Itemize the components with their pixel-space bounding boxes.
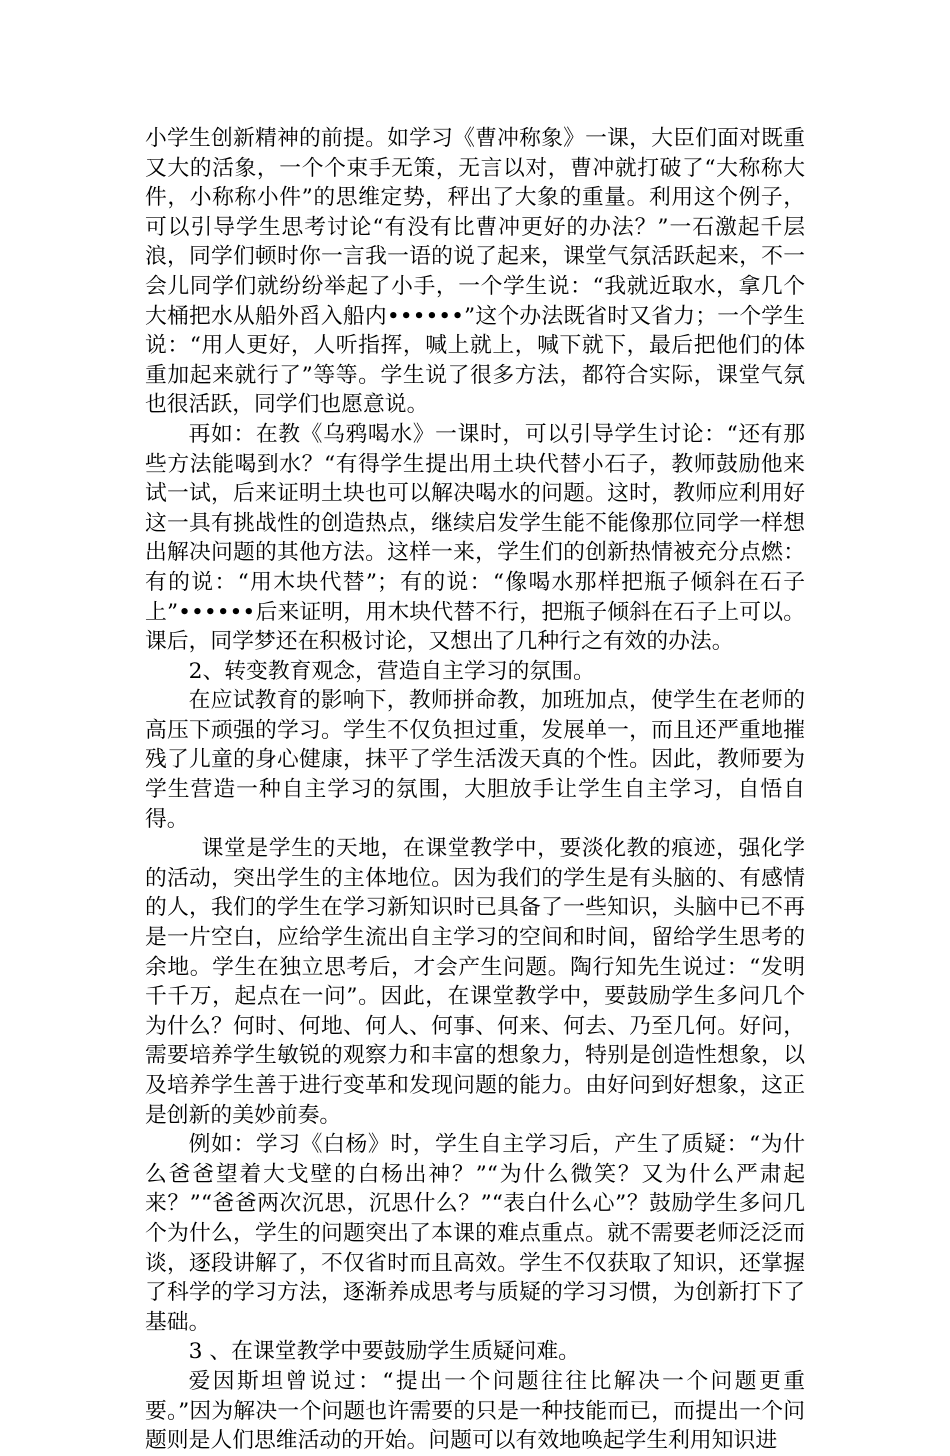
section-heading-3: 3 、在课堂教学中要鼓励学生质疑问难。 [188, 1339, 580, 1365]
paragraph-einstein-quote: 爱因斯坦曾说过：“提出一个问题往往比解决一个问题更重要。”因为解决一个问题也许需要的只是一种技能而已，而提出一个问题则是人们思维活动的开始。问题可以有效地唤起学生利用知识进 [145, 1368, 805, 1454]
section-heading-2: 2、转变教育观念，营造自主学习的氛围。 [188, 658, 595, 684]
paragraph-cao-chong: 小学生创新精神的前提。如学习《曹冲称象》一课，大臣们面对既重又大的活象，一个个束手无策，无言以对，曹冲就打破了“大称称大件，小称称小件”的思维定势，秤出了大象的重量。利用这个例子，可以引导学生思考讨论“有没有比曹冲更好的办法？”一石激起千层浪，同学们顿时你一言我一语的说了起来，课堂气氛活跃起来，不一会儿同学们就纷纷举起了小手，一个学生说：“我就近取水，拿几个大桶把水从船外舀入船内••••••”这个办法既省时又省力；一个学生说：“用人更好，人听指挥，喊上就上，喊下就下，最后把他们的体重加起来就行了”等等。学生说了很多方法，都符合实际，课堂气氛也很活跃，同学们也愿意说。 [145, 126, 805, 418]
paragraph-white-poplar-example: 例如：学习《白杨》时，学生自主学习后，产生了质疑：“为什么爸爸望着大戈壁的白杨出神？”“为什么微笑？又为什么严肃起来？”“爸爸两次沉思，沉思什么？”“表白什么心”？鼓励学生多问几个为什么，学生的问题突出了本课的难点重点。就不需要老师泛泛而谈，逐段讲解了，不仅省时而且高效。学生不仅获取了知识，还掌握了科学的学习方法，逐渐养成思考与质疑的学习习惯，为创新打下了基础。 [145, 1132, 805, 1335]
paragraph-classroom-student-world: 课堂是学生的天地，在课堂教学中，要淡化教的痕迹，强化学的活动，突出学生的主体地位。因为我们的学生是有头脑的、有感情的人，我们的学生在学习新知识时已具备了一些知识，头脑中已不再是一片空白，应给学生流出自主学习的空间和时间，留给学生思考的余地。学生在独立思考后，才会产生问题。陶行知先生说过：“发明千千万，起点在一问”。因此，在课堂教学中，要鼓励学生多问几个为什么？何时、何地、何人、何事、何来、何去、乃至几何。好问，需要培养学生敏锐的观察力和丰富的想象力，特别是创造性想象，以及培养学生善于进行变革和发现问题的能力。由好问到好想象，这正是创新的美妙前奏。 [145, 836, 805, 1128]
document-page [145, 124, 805, 1456]
paragraph-crow-drinks-water: 再如：在教《乌鸦喝水》一课时，可以引导学生讨论：“还有那些方法能喝到水？“有得学生提出用土块代替小石子，教师鼓励他来试一试，后来证明土块也可以解决喝水的问题。这时，教师应利用好这一具有挑战性的创造热点，继续启发学生能不能像那位同学一样想出解决问题的其他方法。这样一来，学生们的创新热情被充分点燃：有的说：“用木块代替”；有的说：“像喝水那样把瓶子倾斜在石子上”••••••后来证明，用木块代替不行，把瓶子倾斜在石子上可以。课后，同学梦还在积极讨论，又想出了几种行之有效的办法。 [145, 421, 805, 655]
paragraph-exam-oriented-education: 在应试教育的影响下，教师拼命教，加班加点，使学生在老师的高压下顽强的学习。学生不仅负担过重，发展单一，而且还严重地摧残了儿童的身心健康，抹平了学生活泼天真的个性。因此，教师要为学生营造一种自主学习的氛围，大胆放手让学生自主学习，自悟自得。 [145, 688, 805, 832]
